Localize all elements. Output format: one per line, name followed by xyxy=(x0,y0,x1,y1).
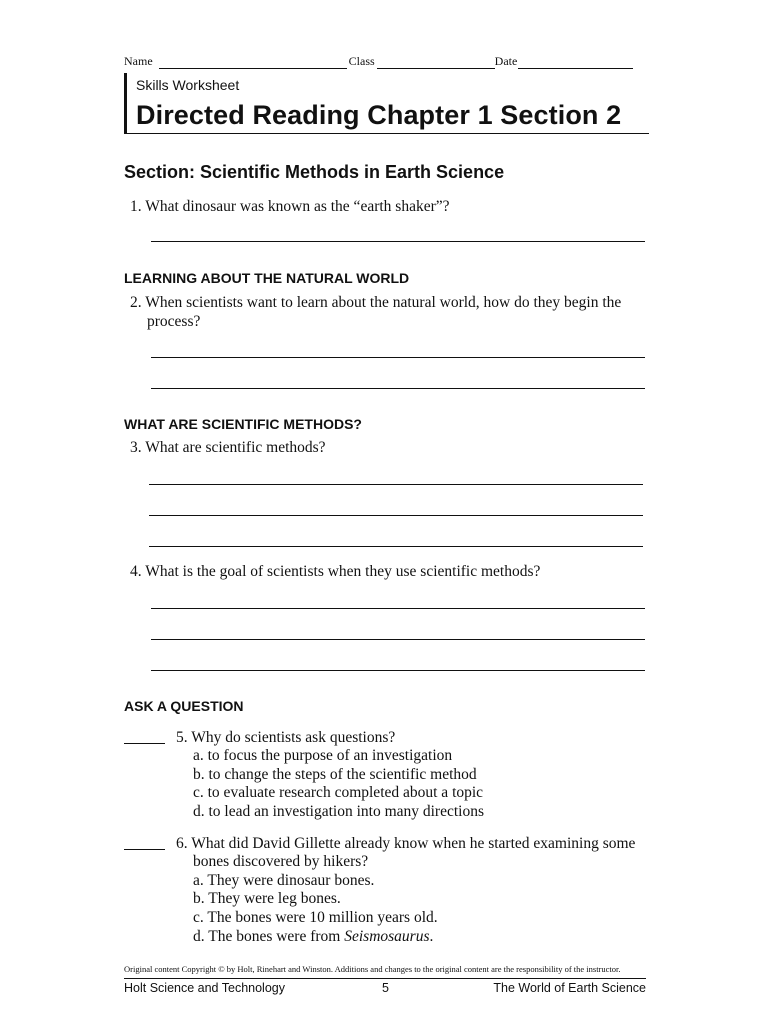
answer-blank-5[interactable] xyxy=(124,743,165,744)
answer-line-4a[interactable] xyxy=(151,608,645,609)
question-1: 1. What dinosaur was known as the “earth shaker”? xyxy=(130,198,450,215)
question-6-option-d-text: d. The bones were from xyxy=(193,928,345,945)
answer-line-2b[interactable] xyxy=(151,388,645,389)
heading-learning-about-natural-world: LEARNING ABOUT THE NATURAL WORLD xyxy=(124,270,410,286)
name-label: Name xyxy=(124,54,153,68)
question-6: 6. What did David Gillette already know when he started examining some xyxy=(176,835,636,852)
question-5-option-b: b. to change the steps of the scientific method xyxy=(193,766,477,783)
date-label: Date xyxy=(494,54,518,68)
question-5-option-c: c. to evaluate research completed about a topic xyxy=(193,784,484,801)
question-5-option-d: d. to lead an investigation into many directions xyxy=(193,803,484,820)
question-5-option-a: a. to focus the purpose of an investigation xyxy=(193,747,453,764)
title-block xyxy=(124,73,649,134)
answer-line-2a[interactable] xyxy=(151,357,645,358)
answer-line-3c[interactable] xyxy=(149,546,643,547)
question-6-option-b: b. They were leg bones. xyxy=(193,890,341,907)
footer-divider xyxy=(124,978,646,979)
copyright-notice: Original content Copyright © by Holt, Rinehart and Winston. Additions and changes to the original content are the responsibility of the instructor. xyxy=(124,964,621,974)
question-3: 3. What are scientific methods? xyxy=(130,439,326,456)
footer-page-number: 5 xyxy=(382,981,389,995)
heading-what-are-scientific-methods: WHAT ARE SCIENTIFIC METHODS? xyxy=(124,416,362,432)
name-class-date-row xyxy=(124,54,648,69)
question-2: 2. When scientists want to learn about the natural world, how do they begin the xyxy=(130,294,622,311)
answer-line-3b[interactable] xyxy=(149,515,643,516)
answer-blank-6[interactable] xyxy=(124,849,165,850)
answer-line-4b[interactable] xyxy=(151,639,645,640)
page-title: Directed Reading Chapter 1 Section 2 xyxy=(136,100,622,130)
heading-ask-a-question: ASK A QUESTION xyxy=(124,698,244,714)
question-5: 5. Why do scientists ask questions? xyxy=(176,729,396,746)
answer-line-3a[interactable] xyxy=(149,484,643,485)
footer-book-title: The World of Earth Science xyxy=(493,981,646,995)
answer-line-1[interactable] xyxy=(151,241,645,242)
question-2-continued: process? xyxy=(147,313,201,330)
seismosaurus-term: Seismosaurus xyxy=(344,928,430,945)
question-6-option-d xyxy=(193,928,433,946)
question-6-continued: bones discovered by hikers? xyxy=(193,853,369,870)
footer-publisher: Holt Science and Technology xyxy=(124,981,285,995)
answer-line-4c[interactable] xyxy=(151,670,645,671)
class-field[interactable] xyxy=(377,56,495,69)
section-title: Section: Scientific Methods in Earth Science xyxy=(124,162,505,182)
question-4: 4. What is the goal of scientists when they use scientific methods? xyxy=(130,563,541,580)
name-field[interactable] xyxy=(159,56,347,69)
date-field[interactable] xyxy=(518,56,633,69)
question-6-option-a: a. They were dinosaur bones. xyxy=(193,872,375,889)
worksheet-kicker: Skills Worksheet xyxy=(136,77,240,93)
question-6-option-c: c. The bones were 10 million years old. xyxy=(193,909,438,926)
question-6-option-d-period: . xyxy=(429,928,434,945)
class-label: Class xyxy=(348,54,375,68)
